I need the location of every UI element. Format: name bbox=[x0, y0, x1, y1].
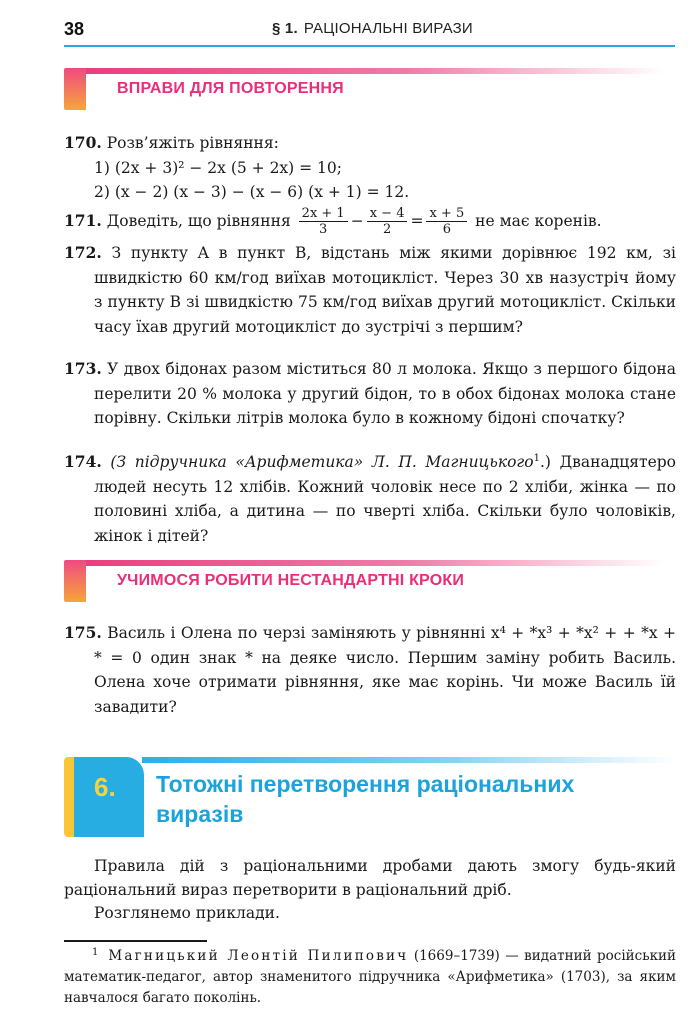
nonstandard-steps-banner bbox=[64, 560, 664, 602]
equation-1: 1) (2x + 3)² − 2x (5 + 2x) = 10; bbox=[94, 158, 343, 177]
section-title: Тотожні перетворення раціональних виразів bbox=[156, 771, 575, 827]
exercise-text: Дванадцятеро людей несуть 12 хлібів. Кожний чоловік несе по 2 хліби, жінка — по половині хліба, а дитина — по чверті хліба. Скільки було чоловіків, жінок і дітей? bbox=[94, 453, 676, 545]
exercise-number: 171. bbox=[64, 211, 102, 231]
numerator: x + 5 bbox=[426, 206, 467, 222]
running-head-title: РАЦІОНАЛЬНІ ВИРАЗИ bbox=[303, 20, 473, 37]
page-number: 38 bbox=[64, 19, 85, 39]
denominator: 2 bbox=[382, 222, 392, 237]
banner-accent-strip bbox=[64, 68, 86, 110]
exercise-text: Доведіть, що рівняння bbox=[106, 212, 291, 231]
footnote bbox=[64, 946, 676, 1009]
footnote-rule bbox=[64, 940, 207, 942]
numerator: 2x + 1 bbox=[299, 206, 348, 222]
exercise-173 bbox=[64, 357, 676, 431]
exercise-text: З пункту A в пункт B, відстань між якими дорівнює 192 км, зі швидкістю 60 км/год виїхав мотоцикліст. Через 30 хв назустріч йому з пункту B зі швидкістю 75 км/год виїхав другий мотоцикліст. Скільки часу їхав другий мотоцикліст до зустрічі з першим? bbox=[94, 244, 676, 336]
exercise-number: 172. bbox=[64, 243, 102, 262]
operator-minus: − bbox=[350, 212, 364, 231]
banner-accent-bar bbox=[86, 68, 664, 74]
exercise-text: Василь і Олена по черзі заміняють у рівнянні x⁴ + *x³ + *x² + + *x + * = 0 один знак * на деяке число. Першим заміну робить Василь. Олена хоче отримати рівняння, яке має корінь. Чи може Василь їй завадити? bbox=[94, 624, 676, 716]
exercise-number: 170. bbox=[64, 133, 102, 152]
exercise-source-end: .) bbox=[539, 453, 551, 471]
body-paragraph: Правила дій з раціональними дробами дають змогу будь-який раціональний вираз перетворити в раціональний дріб. bbox=[64, 857, 676, 899]
operator-equals: = bbox=[410, 212, 424, 231]
header-rule bbox=[64, 45, 675, 47]
denominator: 6 bbox=[442, 222, 451, 237]
footnote-name: Магницький Леонтій Пилипович bbox=[108, 948, 409, 964]
exercise-174 bbox=[64, 450, 676, 548]
body-paragraph: Розглянемо приклади. bbox=[94, 904, 280, 922]
section-mark: § 1. bbox=[272, 20, 298, 37]
banner-title: ВПРАВИ ДЛЯ ПОВТОРЕННЯ bbox=[117, 80, 344, 97]
fraction-2 bbox=[367, 206, 408, 237]
section-number: 6. bbox=[94, 772, 116, 802]
fraction-3 bbox=[426, 206, 467, 237]
exercise-175 bbox=[64, 621, 676, 719]
footnote-reference[interactable]: 1 bbox=[533, 452, 540, 464]
numerator: x − 4 bbox=[367, 206, 408, 222]
footnote-mark: 1 bbox=[92, 946, 99, 958]
equation-2: 2) (x − 2) (x − 3) − (x − 6) (x + 1) = 12. bbox=[94, 183, 410, 201]
exercise-171 bbox=[64, 206, 676, 237]
footnote-text: (1669–1739) — видатний російський математик-педагог, автор знаменитого підручника «Арифметика» (1703), за яким навчалося багато поколінь. bbox=[64, 948, 677, 1006]
section-heading bbox=[64, 757, 675, 837]
denominator: 3 bbox=[319, 222, 328, 237]
banner-accent-strip bbox=[64, 560, 86, 602]
banner-accent-bar bbox=[86, 560, 664, 566]
exercise-172 bbox=[64, 241, 676, 339]
running-head bbox=[272, 20, 473, 37]
exercise-number: 174. bbox=[64, 452, 102, 471]
review-exercises-banner bbox=[64, 68, 664, 110]
exercise-170 bbox=[64, 131, 676, 205]
section-accent-bar bbox=[142, 757, 675, 763]
exercise-text-end: не має коренів. bbox=[475, 212, 602, 231]
exercise-source: (З підручника «Арифметика» Л. П. Магницького bbox=[110, 453, 534, 471]
exercise-number: 173. bbox=[64, 359, 102, 378]
exercise-text: Розв’яжіть рівняння: bbox=[106, 134, 279, 152]
banner-title: УЧИМОСЯ РОБИТИ НЕСТАНДАРТНІ КРОКИ bbox=[117, 572, 465, 589]
exercise-number: 175. bbox=[64, 623, 102, 642]
exercise-text: У двох бідонах разом міститься 80 л молока. Якщо з першого бідона перелити 20 % молока у другий бідон, то в обох бідонах молока стане порівну. Скільки літрів молока було в кожному бідоні спочатку? bbox=[94, 360, 676, 427]
fraction-1 bbox=[299, 206, 348, 237]
